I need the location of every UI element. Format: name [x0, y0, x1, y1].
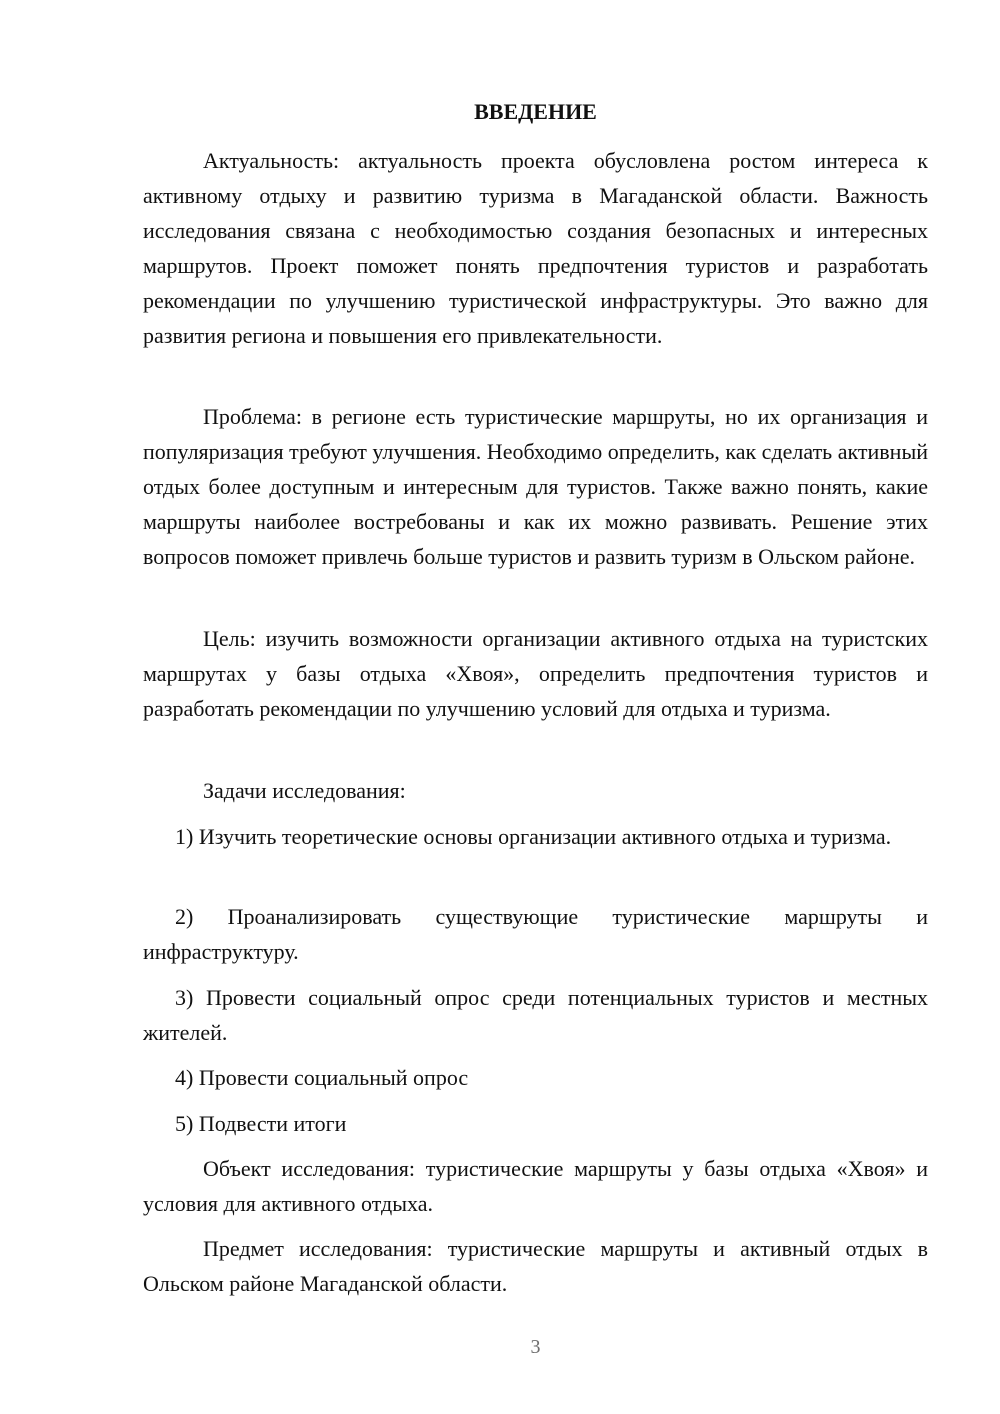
object-paragraph: Объект исследования: туристические маршруты у базы отдыха «Хвоя» и условия для активного отдыха.: [143, 1156, 928, 1216]
task-item-3: 3) Провести социальный опрос среди потенциальных туристов и местных жителей.: [143, 985, 928, 1045]
task-item-5: 5) Подвести итоги: [175, 1111, 347, 1136]
problem-paragraph: Проблема: в регионе есть туристические маршруты, но их организация и популяризация требуют улучшения. Необходимо определить, как сделать активный отдых более доступным и интересным для туристов. Также важно понять, какие маршруты наиболее востребованы и как их можно развивать. Решение этих вопросов поможет привлечь больше туристов и развить туризм в Ольском районе.: [143, 404, 928, 569]
page-title: ВВЕДЕНИЕ: [474, 99, 597, 124]
goal-paragraph: Цель: изучить возможности организации активного отдыха на туристских маршрутах у базы отдыха «Хвоя», определить предпочтения туристов и разработать рекомендации по улучшению условий для отдыха и туризма.: [143, 626, 928, 721]
page-number: 3: [530, 1336, 541, 1358]
task-item-4: 4) Провести социальный опрос: [175, 1065, 469, 1090]
subject-paragraph: Предмет исследования: туристические маршруты и активный отдых в Ольском районе Магаданской области.: [143, 1236, 928, 1296]
task-item-2: 2) Проанализировать существующие туристические маршруты и инфраструктуру.: [143, 904, 928, 964]
tasks-heading: Задачи исследования:: [203, 778, 406, 803]
relevance-paragraph: Актуальность: актуальность проекта обусловлена ростом интереса к активному отдыху и развитию туризма в Магаданской области. Важность исследования связана с необходимостью создания безопасных и интересных маршрутов. Проект поможет понять предпочтения туристов и разработать рекомендации по улучшению туристической инфраструктуры. Это важно для развития региона и повышения его привлекательности.: [143, 148, 928, 348]
task-item-1: 1) Изучить теоретические основы организации активного отдыха и туризма.: [175, 824, 892, 849]
